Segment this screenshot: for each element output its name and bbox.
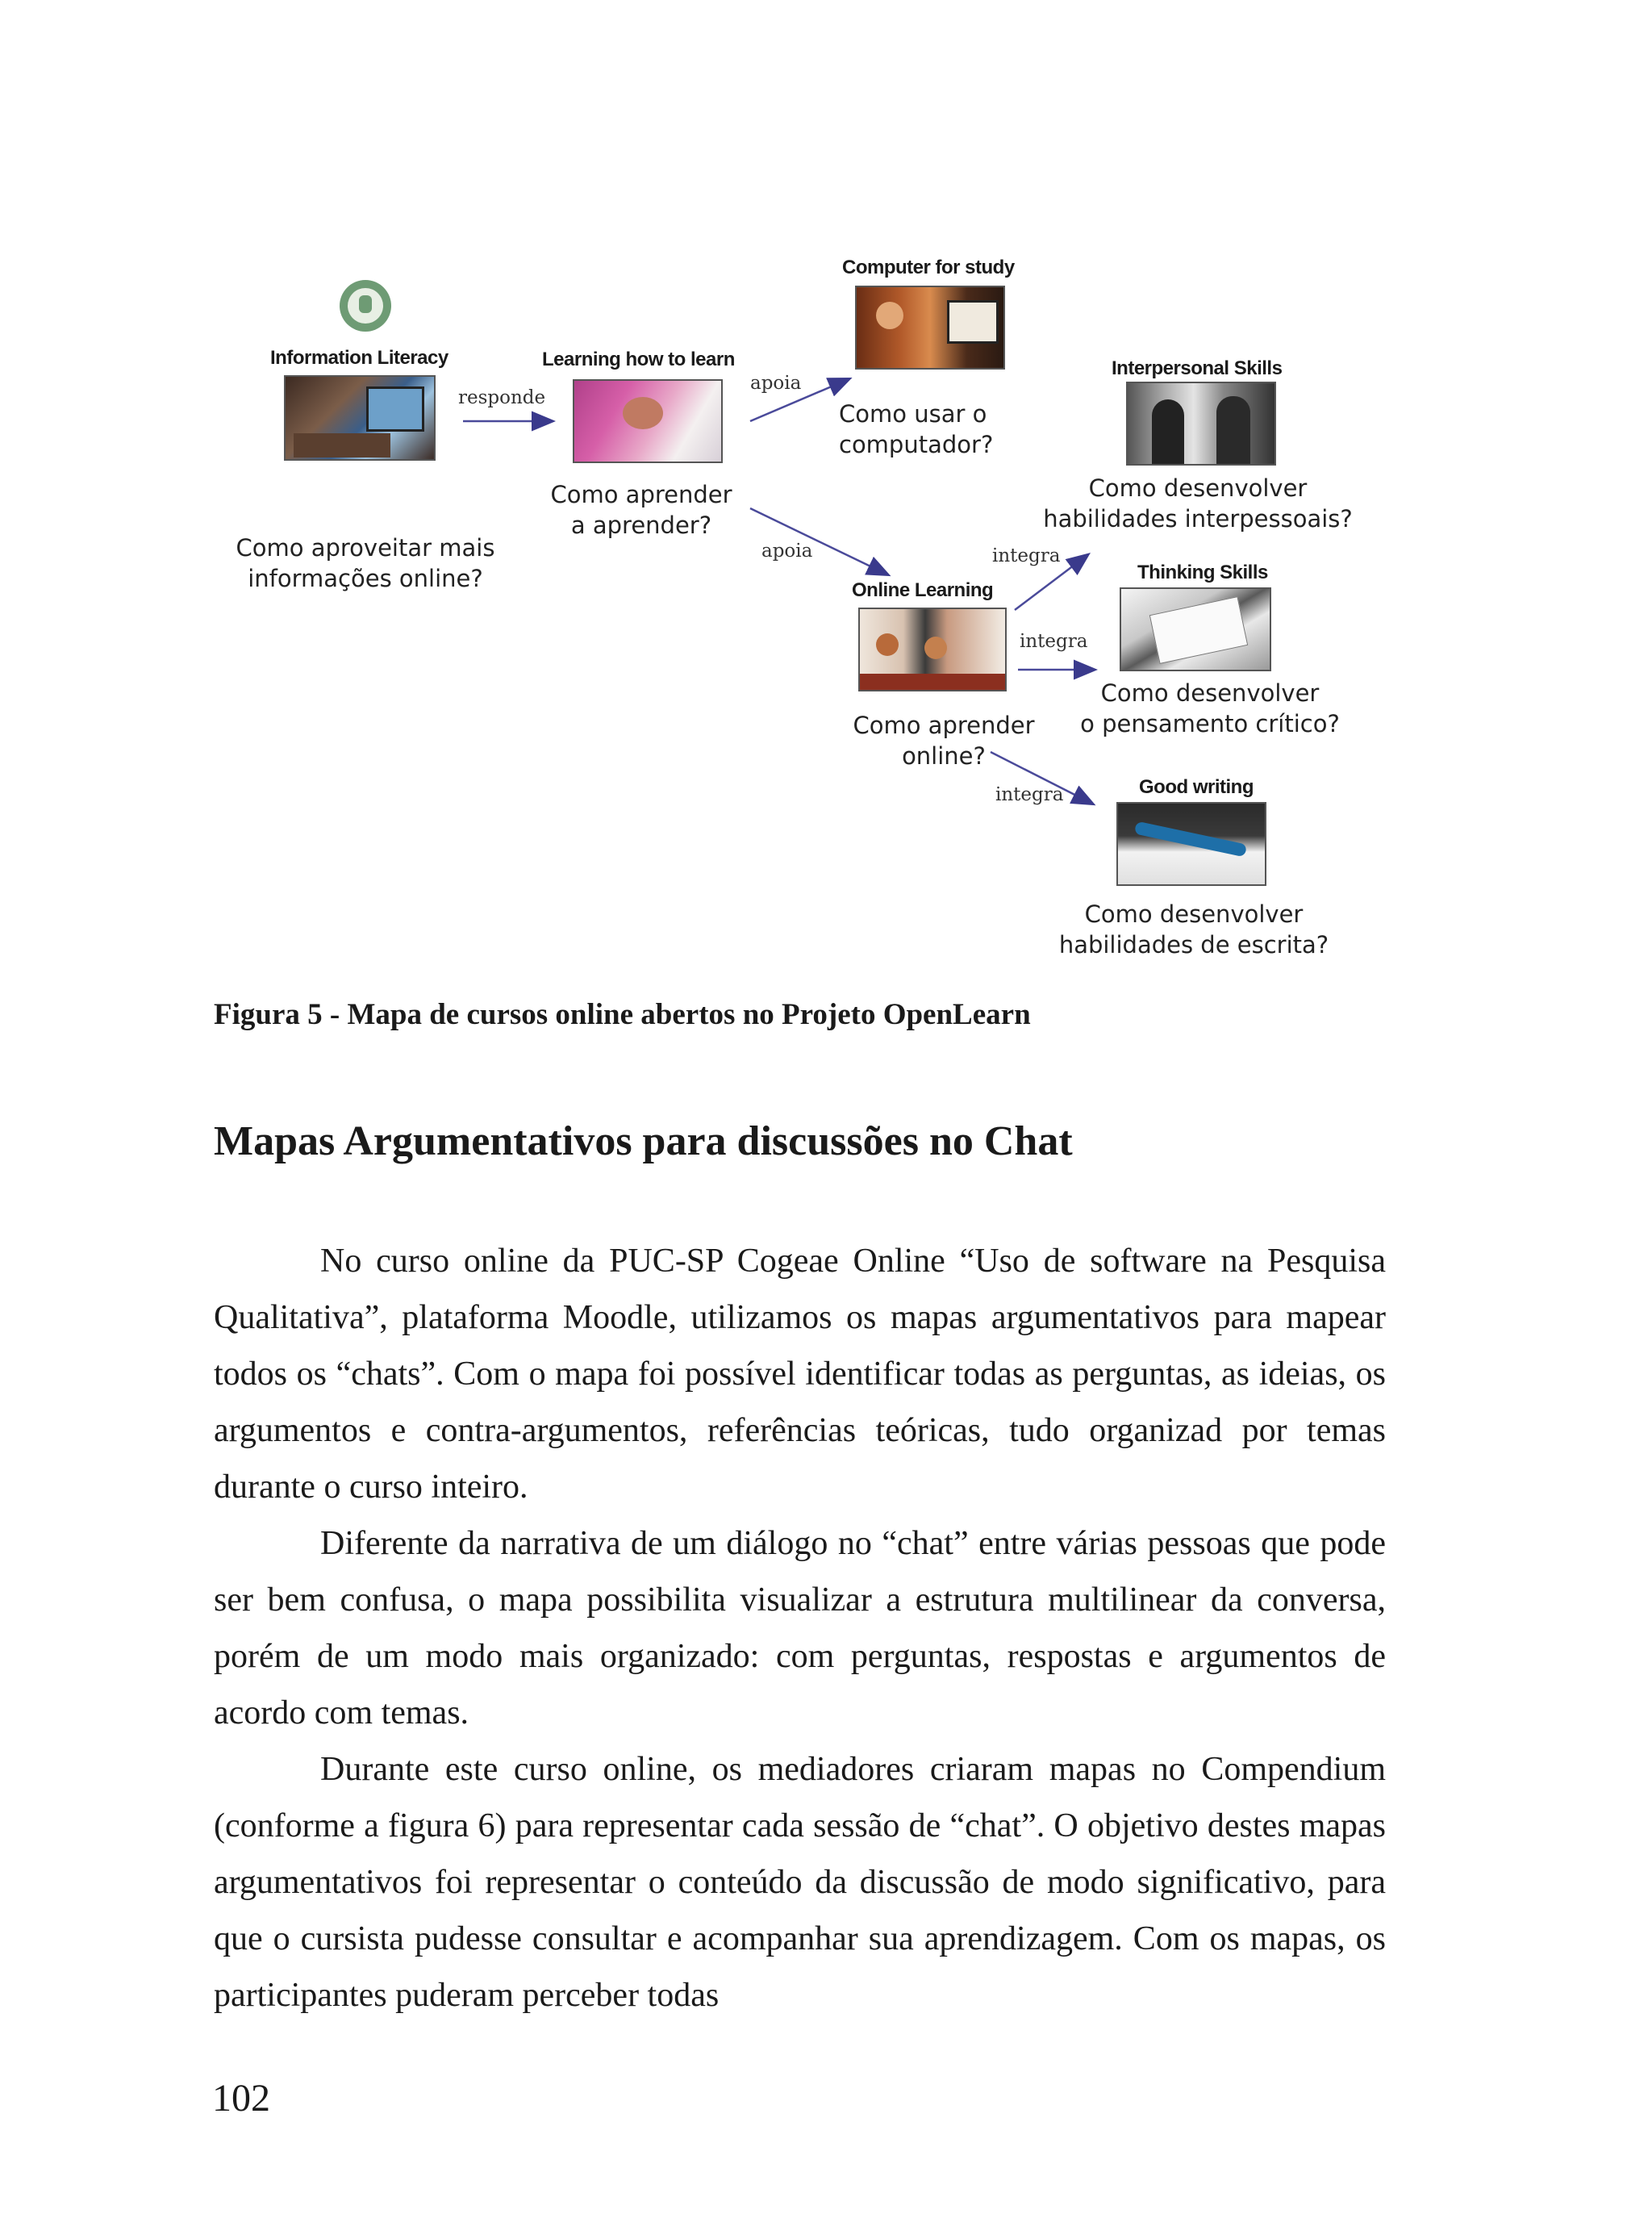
node-title-learning-how: Learning how to learn bbox=[542, 349, 735, 370]
body-text bbox=[214, 1233, 1386, 2024]
question-online-learning: Como aprender online? bbox=[853, 712, 1035, 770]
photo-learning-how bbox=[573, 379, 723, 463]
edge-label-apoia-bottom: apoia bbox=[761, 541, 813, 562]
figure-caption: Figura 5 - Mapa de cursos online abertos no Projeto OpenLearn bbox=[214, 998, 1031, 1031]
photo-thinking bbox=[1120, 587, 1271, 671]
map-root-icon bbox=[337, 278, 394, 334]
section-heading: Mapas Argumentativos para discussões no Chat bbox=[214, 1118, 1073, 1164]
node-title-computer-study: Computer for study bbox=[842, 257, 1015, 278]
node-title-interpersonal: Interpersonal Skills bbox=[1112, 357, 1283, 379]
edge-label-apoia-top: apoia bbox=[750, 373, 802, 394]
photo-information-literacy bbox=[284, 375, 436, 461]
node-title-information-literacy: Information Literacy bbox=[270, 347, 448, 369]
edge-label-responde: responde bbox=[458, 387, 546, 408]
question-computer-study: Como usar o computador? bbox=[839, 400, 994, 458]
openlearn-course-map bbox=[0, 0, 1652, 968]
question-information-literacy: Como aproveitar mais informações online? bbox=[236, 534, 495, 592]
question-interpersonal: Como desenvolver habilidades interpessoais? bbox=[1043, 474, 1353, 533]
photo-good-writing bbox=[1116, 802, 1266, 886]
question-thinking: Como desenvolver o pensamento crítico? bbox=[1080, 679, 1340, 737]
edge-label-integra-1: integra bbox=[992, 545, 1061, 566]
photo-interpersonal bbox=[1126, 382, 1276, 466]
paragraph: Durante este curso online, os mediadores criaram mapas no Compendium (conforme a figura 6) para representar cada sessão de “chat”. O objetivo destes mapas argumentativos foi representar o conteúdo da discussão de modo significativo, para que o cursista pudesse consultar e acompanhar sua aprendizagem. Com os mapas, os participantes puderam perceber todas bbox=[214, 1751, 1386, 2014]
photo-computer-study bbox=[855, 286, 1005, 370]
paragraph: Diferente da narrativa de um diálogo no “chat” entre várias pessoas que pode ser bem confusa, o mapa possibilita visualizar a estrutura multilinear da conversa, porém de um modo mais organizado: com perguntas, respostas e argumentos de acordo com temas. bbox=[214, 1525, 1386, 1731]
edge-label-integra-3: integra bbox=[995, 784, 1064, 805]
question-learning-how: Como aprender a aprender? bbox=[550, 481, 732, 539]
question-good-writing: Como desenvolver habilidades de escrita? bbox=[1058, 900, 1329, 959]
node-title-online-learning: Online Learning bbox=[852, 579, 994, 601]
map-connectors bbox=[0, 0, 1652, 968]
page-number: 102 bbox=[212, 2077, 270, 2120]
node-title-good-writing: Good writing bbox=[1139, 776, 1254, 798]
photo-online-learning bbox=[858, 608, 1007, 691]
edge-label-integra-2: integra bbox=[1020, 631, 1088, 652]
node-title-thinking: Thinking Skills bbox=[1137, 562, 1268, 583]
paragraph: No curso online da PUC-SP Cogeae Online “Uso de software na Pesquisa Qualitativa”, plataforma Moodle, utilizamos os mapas argumentativos para mapear todos os “chats”. Com o mapa foi possível identificar todas as perguntas, as ideias, os argumentos e contra-argumentos, referências teóricas, tudo organizad por temas durante o curso inteiro. bbox=[214, 1243, 1386, 1506]
